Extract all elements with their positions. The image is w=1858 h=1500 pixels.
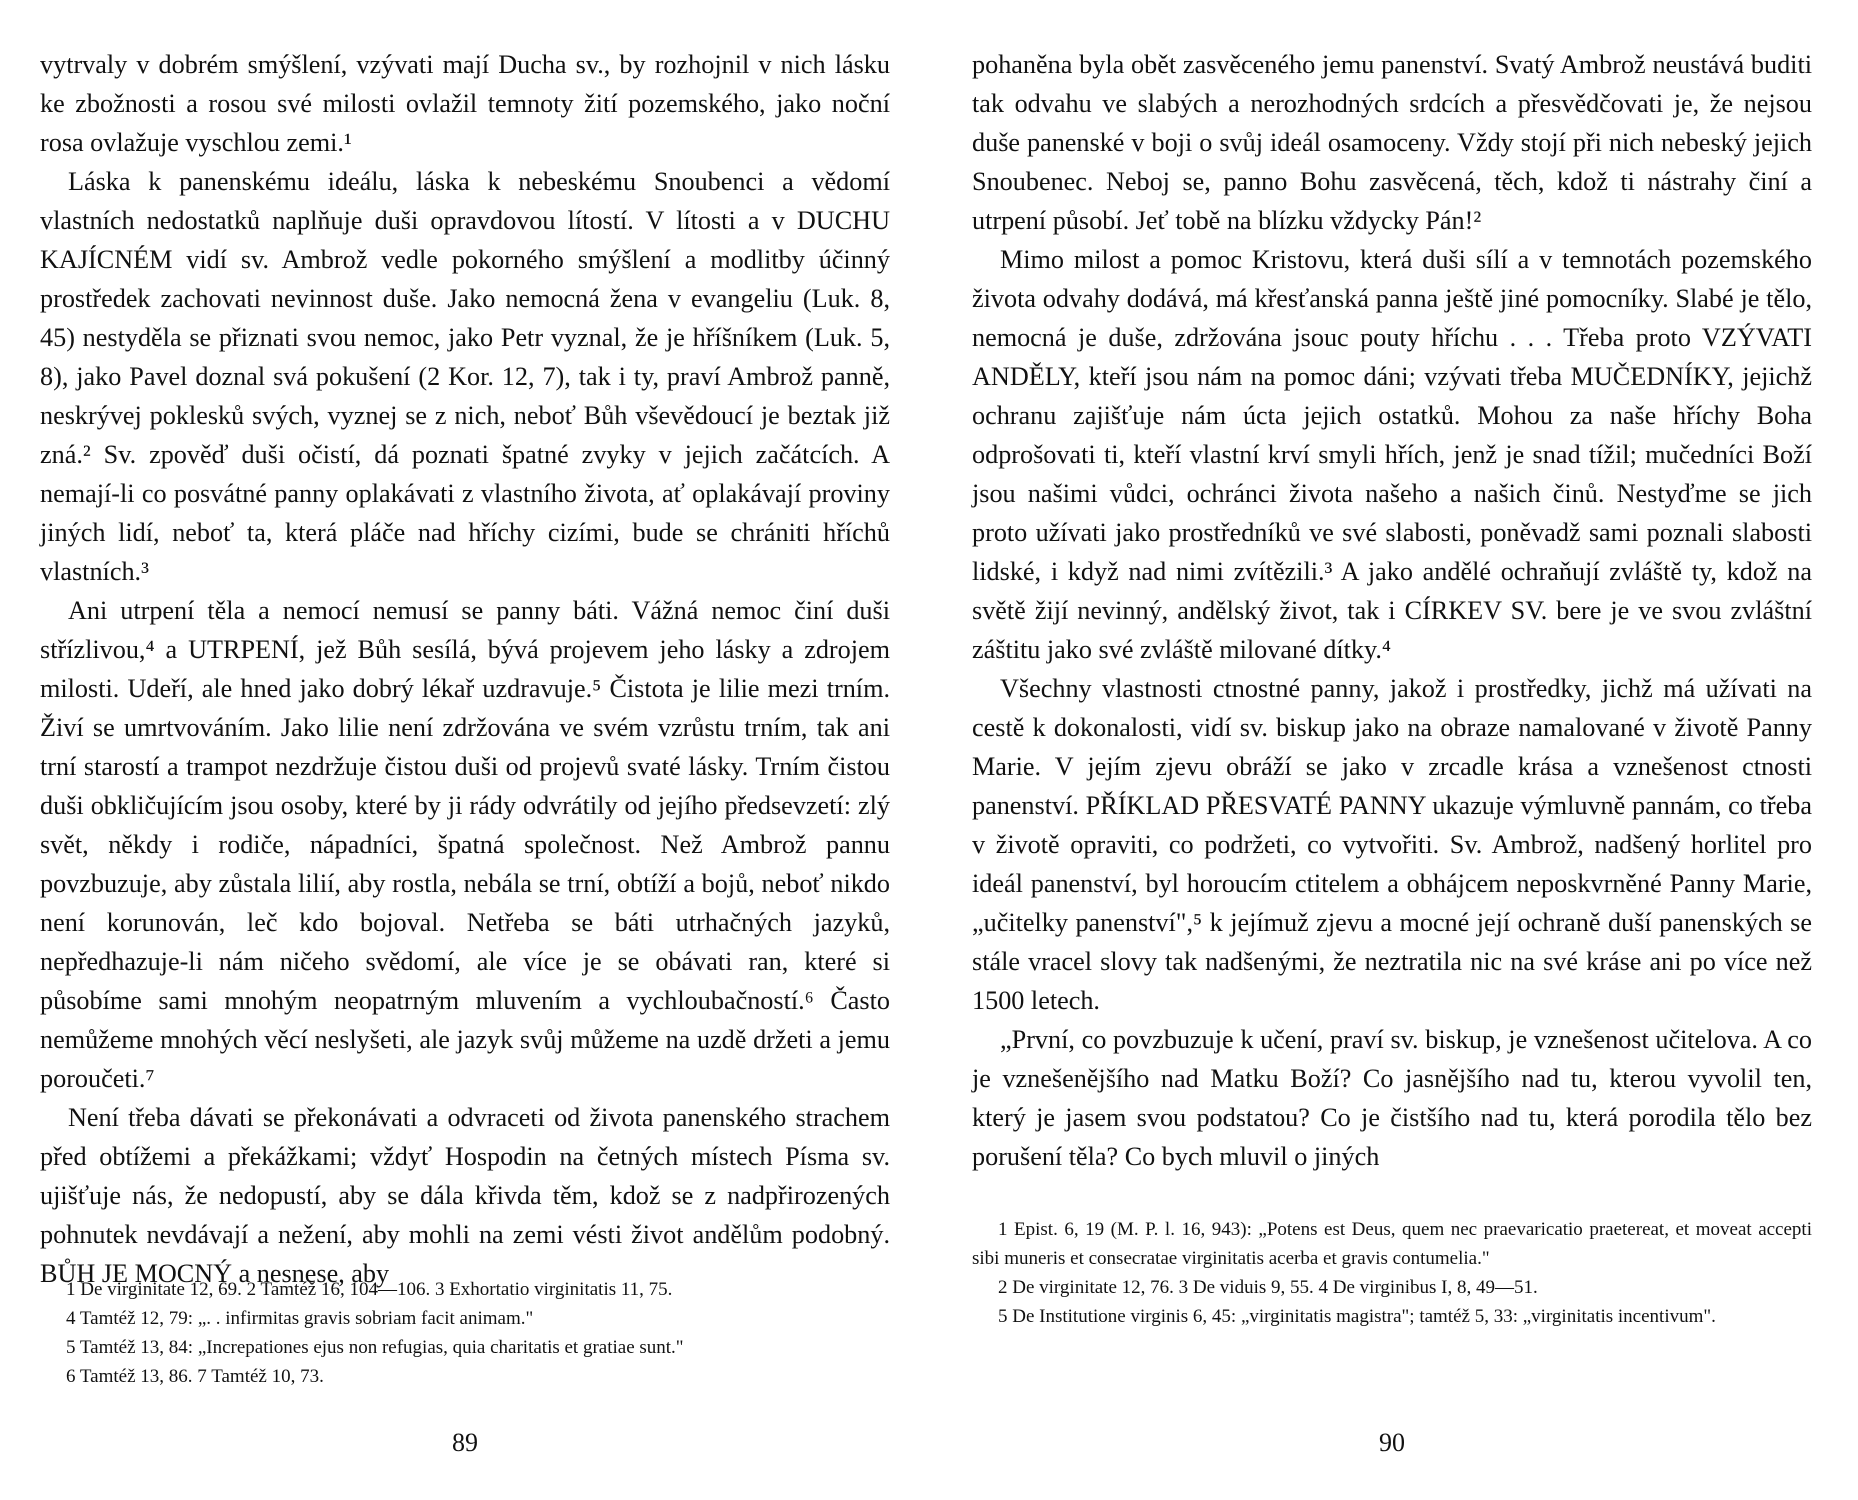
- left-page: [40, 0, 890, 1500]
- paragraph: Všechny vlastnosti ctnostné panny, jakož i prostředky, jichž má užívati na cestě k dokonalosti, vidí sv. biskup jako na obraze namalované v životě Panny Marie. V jejím zjevu obráží se jako v zrcadle krása a vznešenost ctnosti panenství. PŘÍKLAD PŘESVATÉ PANNY ukazuje výmluvně pannám, co třeba v životě opraviti, co podržeti, co vytvořiti. Sv. Ambrož, nadšený horlitel pro ideál panenství, byl horoucím ctitelem a obhájcem neposkvrněné Panny Marie, „učitelky panenství",⁵ k jejímuž zjevu a mocné její ochraně duší panenských se stále vracel slovy tak nadšenými, že neztratila nic na své kráse ani po více než 1500 letech.: [972, 674, 1812, 1015]
- right-page: [972, 0, 1812, 1500]
- paragraph: Mimo milost a pomoc Kristovu, která duši sílí a v temnotách pozemského života odvahy dodává, má křesťanská panna ještě jiné pomocníky. Slabé je tělo, nemocná je duše, zdržována jsouc pouty hříchu . . . Třeba proto VZÝVATI ANDĚLY, kteří jsou nám na pomoc dáni; vzývati třeba MUČEDNÍKY, jejichž ochranu zajišťuje nám úcta jejich ostatků. Mohou za naše hříchy Boha odprošovati ti, kteří vlastní krví smyli hřích, jenž je snad tížil; mučedníci Boží jsou našimi vůdci, ochránci života našeho a našich činů. Nestyďme se jich proto užívati jako prostředníků ve své slabosti, poněvadž sami poznali slabosti lidské, i když nad nimi zvítězili.³ A jako andělé ochraňují zvláště ty, kdož na světě žijí nevinný, andělský život, tak i CÍRKEV SV. bere je ve svou zvláštní záštitu jako své zvláště milované dítky.⁴: [972, 245, 1812, 664]
- footnote: 2 De virginitate 12, 76. 3 De viduis 9, 55. 4 De virginibus I, 8, 49—51.: [998, 1277, 1538, 1298]
- right-page-footnotes: [972, 1215, 1812, 1331]
- footnote: 4 Tamtéž 12, 79: „. . infirmitas gravis sobriam facit animam.": [66, 1308, 534, 1329]
- footnote: 5 De Institutione virginis 6, 45: „virginitatis magistra"; tamtéž 5, 33: „virginitatis incentivum".: [998, 1306, 1716, 1327]
- page-number: 90: [1379, 1428, 1405, 1457]
- page-number: 89: [452, 1428, 478, 1457]
- footnote: 1 De virginitate 12, 69. 2 Tamtéž 16, 104—106. 3 Exhortatio virginitatis 11, 75.: [66, 1279, 673, 1300]
- paragraph: Láska k panenskému ideálu, láska k nebeskému Snoubenci a vědomí vlastních nedostatků naplňuje duši opravdovou lítostí. V lítosti a v DUCHU KAJÍCNÉM vidí sv. Ambrož vedle pokorného smýšlení a modlitby účinný prostředek zachovati nevinnost duše. Jako nemocná žena v evangeliu (Luk. 8, 45) nestyděla se přiznati svou nemoc, jako Petr vyznal, že je hříšníkem (Luk. 5, 8), jako Pavel doznal svá pokušení (2 Kor. 12, 7), tak i ty, praví Ambrož panně, neskrývej poklesků svých, vyznej se z nich, neboť Bůh vševědoucí je beztak již zná.² Sv. zpověď duši očistí, dá poznati špatné zvyky v jejich začátcích. A nemají-li co posvátné panny oplakávati z vlastního života, ať oplakávají proviny jiných lidí, neboť ta, která pláče nad hříchy cizími, bude se chrániti hříchů vlastních.³: [40, 167, 890, 586]
- paragraph: „První, co povzbuzuje k učení, praví sv. biskup, je vznešenost učitelova. A co je vznešenějšího nad Matku Boží? Co jasnějšího nad tu, kterou vyvolil ten, který je jasem svou podstatou? Co je čistšího nad tu, která porodila tělo bez porušení těla? Co bych mluvil o jiných: [972, 1025, 1812, 1171]
- paragraph: Není třeba dávati se překonávati a odvraceti od života panenského strachem před obtížemi a překážkami; vždyť Hospodin na četných místech Písma sv. ujišťuje nás, že nedopustí, aby se dála křivda těm, kdož se z nadpřirozených pohnutek nevdávají a nežení, aby mohli na zemi vésti život andělům podobný. BŮH JE MOCNÝ a nesnese, aby: [40, 1103, 890, 1288]
- paragraph: Ani utrpení těla a nemocí nemusí se panny báti. Vážná nemoc činí duši střízlivou,⁴ a UTRPENÍ, jež Bůh sesílá, bývá projevem jeho lásky a zdrojem milosti. Udeří, ale hned jako dobrý lékař uzdravuje.⁵ Čistota je lilie mezi trním. Živí se umrtvováním. Jako lilie není zdržována ve svém vzrůstu trním, tak ani trní starostí a trampot nezdržuje čistou duši od projevů svaté lásky. Trním čistou duši obkličujícím jsou osoby, které by ji rády odvrátily od jejího předsevzetí: zlý svět, někdy i rodiče, nápadníci, špatná společnost. Než Ambrož pannu povzbuzuje, aby zůstala lilií, aby rostla, nebála se trní, obtíží a bojů, neboť nikdo není korunován, leč kdo bojoval. Netřeba se báti utrhačných jazyků, nepředhazuje-li nám ničeho svědomí, ale více je se obávati ran, které si působíme sami mnohým neopatrným mluvením a vychloubačností.⁶ Často nemůžeme mnohých věcí neslyšeti, ale jazyk svůj můžeme na uzdě držeti a jemu poroučeti.⁷: [40, 596, 890, 1093]
- right-page-body: [972, 45, 1812, 1176]
- left-page-body: [40, 45, 890, 1293]
- paragraph: pohaněna byla obět zasvěceného jemu panenství. Svatý Ambrož neustává buditi tak odvahu ve slabých a nerozhodných srdcích a přesvědčovati je, že nejsou duše panenské v boji o svůj ideál osamoceny. Vždy stojí při nich nebeský jejich Snoubenec. Neboj se, panno Bohu zasvěcená, těch, kdož ti nástrahy činí a utrpení působí. Jeť tobě na blízku vždycky Pán!²: [972, 50, 1812, 235]
- footnote: 1 Epist. 6, 19 (M. P. l. 16, 943): „Potens est Deus, quem nec praevaricatio praetereat, et moveat accepti sibi muneris et consecratae virginitatis acerba et gravis contumelia.": [972, 1219, 1812, 1269]
- left-page-footnotes: [40, 1275, 890, 1391]
- paragraph: vytrvaly v dobrém smýšlení, vzývati mají Ducha sv., by rozhojnil v nich lásku ke zbožnosti a rosou své milosti ovlažil temnoty žití pozemského, jako noční rosa ovlažuje vyschlou zemi.¹: [40, 50, 890, 157]
- footnote: 5 Tamtéž 13, 84: „Increpationes ejus non refugias, quia charitatis et gratiae sunt.": [66, 1337, 684, 1358]
- footnote: 6 Tamtéž 13, 86. 7 Tamtéž 10, 73.: [66, 1366, 324, 1387]
